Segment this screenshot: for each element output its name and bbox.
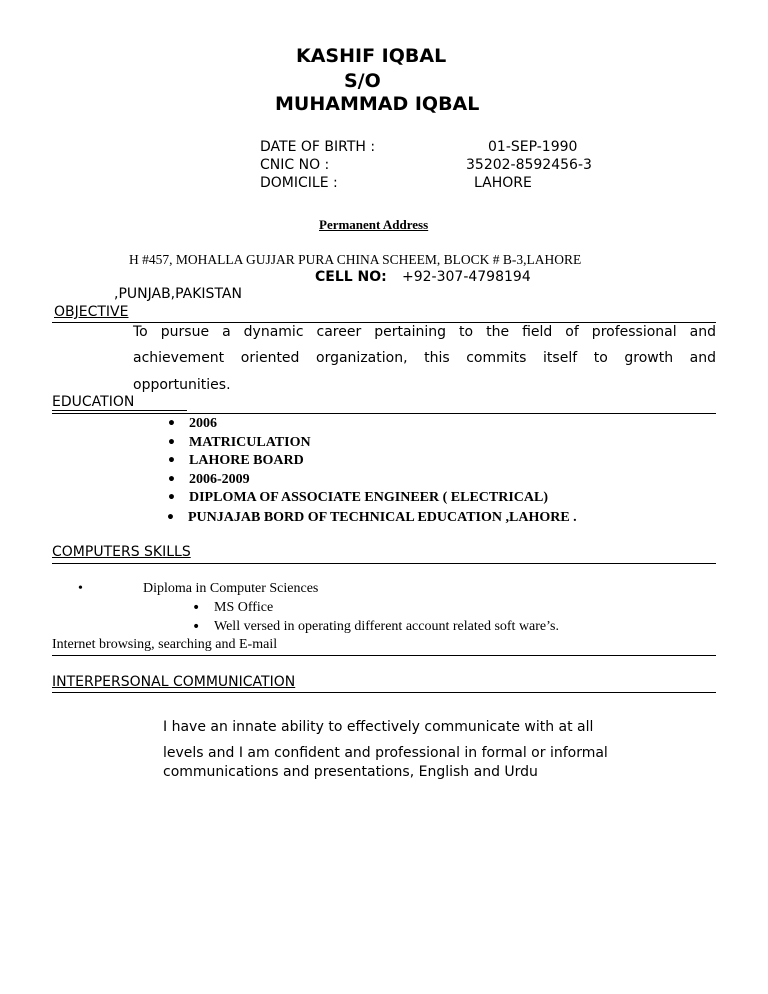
education-item: • 2006 [189,416,217,432]
address-line-1: H #457, MOHALLA GUJJAR PURA CHINA SCHEEM, BLOCK # B-3,LAHORE [129,252,582,267]
father-name: MUHAMMAD IQBAL [275,93,480,115]
interpersonal-line-2: levels and I am confident and professional in formal or informal [163,745,608,761]
education-item: • DIPLOMA OF ASSOCIATE ENGINEER ( ELECTRICAL) [189,490,548,506]
education-heading: EDUCATION [52,394,135,410]
education-item: • MATRICULATION [189,435,311,451]
domicile-value: LAHORE [474,175,532,191]
relation-label: S/O [344,70,381,92]
bullet-icon: • [78,581,83,596]
address-heading: Permanent Address [319,217,429,232]
computer-skill-sub: • MS Office [214,600,273,616]
computer-skill-main: Diploma in Computer Sciences [143,581,319,596]
education-item: • LAHORE BOARD [189,453,304,469]
computer-skills-bottom-rule [52,655,716,656]
dob-label: DATE OF BIRTH : [260,139,376,155]
education-item: • 2006-2009 [189,472,250,488]
cell-value: +92-307-4798194 [402,269,531,285]
education-rule [52,413,716,414]
interpersonal-line-3: communications and presentations, English and Urdu [163,764,538,780]
objective-heading: OBJECTIVE [54,304,129,320]
education-item: • PUNJAJAB BORD OF TECHNICAL EDUCATION ,LAHORE . [188,510,577,526]
objective-line-1: To pursue a dynamic career pertaining to the field of professional and [133,324,716,340]
domicile-label: DOMICILE : [260,175,338,191]
computer-skills-rule [52,563,716,564]
objective-line-2: achievement oriented organization, this commits itself to growth and [133,350,716,366]
computer-skill-extra: Internet browsing, searching and E-mail [52,637,278,652]
computer-skill-sub: • Well versed in operating different account related soft ware’s. [214,619,559,635]
objective-rule [52,322,716,323]
objective-line-3: opportunities. [133,377,231,393]
education-heading-underline [52,410,187,411]
computer-skills-heading: COMPUTERS SKILLS [52,544,191,560]
cnic-label: CNIC NO : [260,157,330,173]
cnic-value: 35202-8592456-3 [466,157,592,173]
candidate-name: KASHIF IQBAL [296,45,447,67]
interpersonal-rule [52,692,716,693]
address-line-2: ,PUNJAB,PAKISTAN [114,286,242,302]
interpersonal-line-1: I have an innate ability to effectively communicate with at all [163,719,594,735]
interpersonal-heading: INTERPERSONAL COMMUNICATION [52,674,296,690]
dob-value: 01-SEP-1990 [488,139,578,155]
cell-label: CELL NO: [315,269,387,285]
